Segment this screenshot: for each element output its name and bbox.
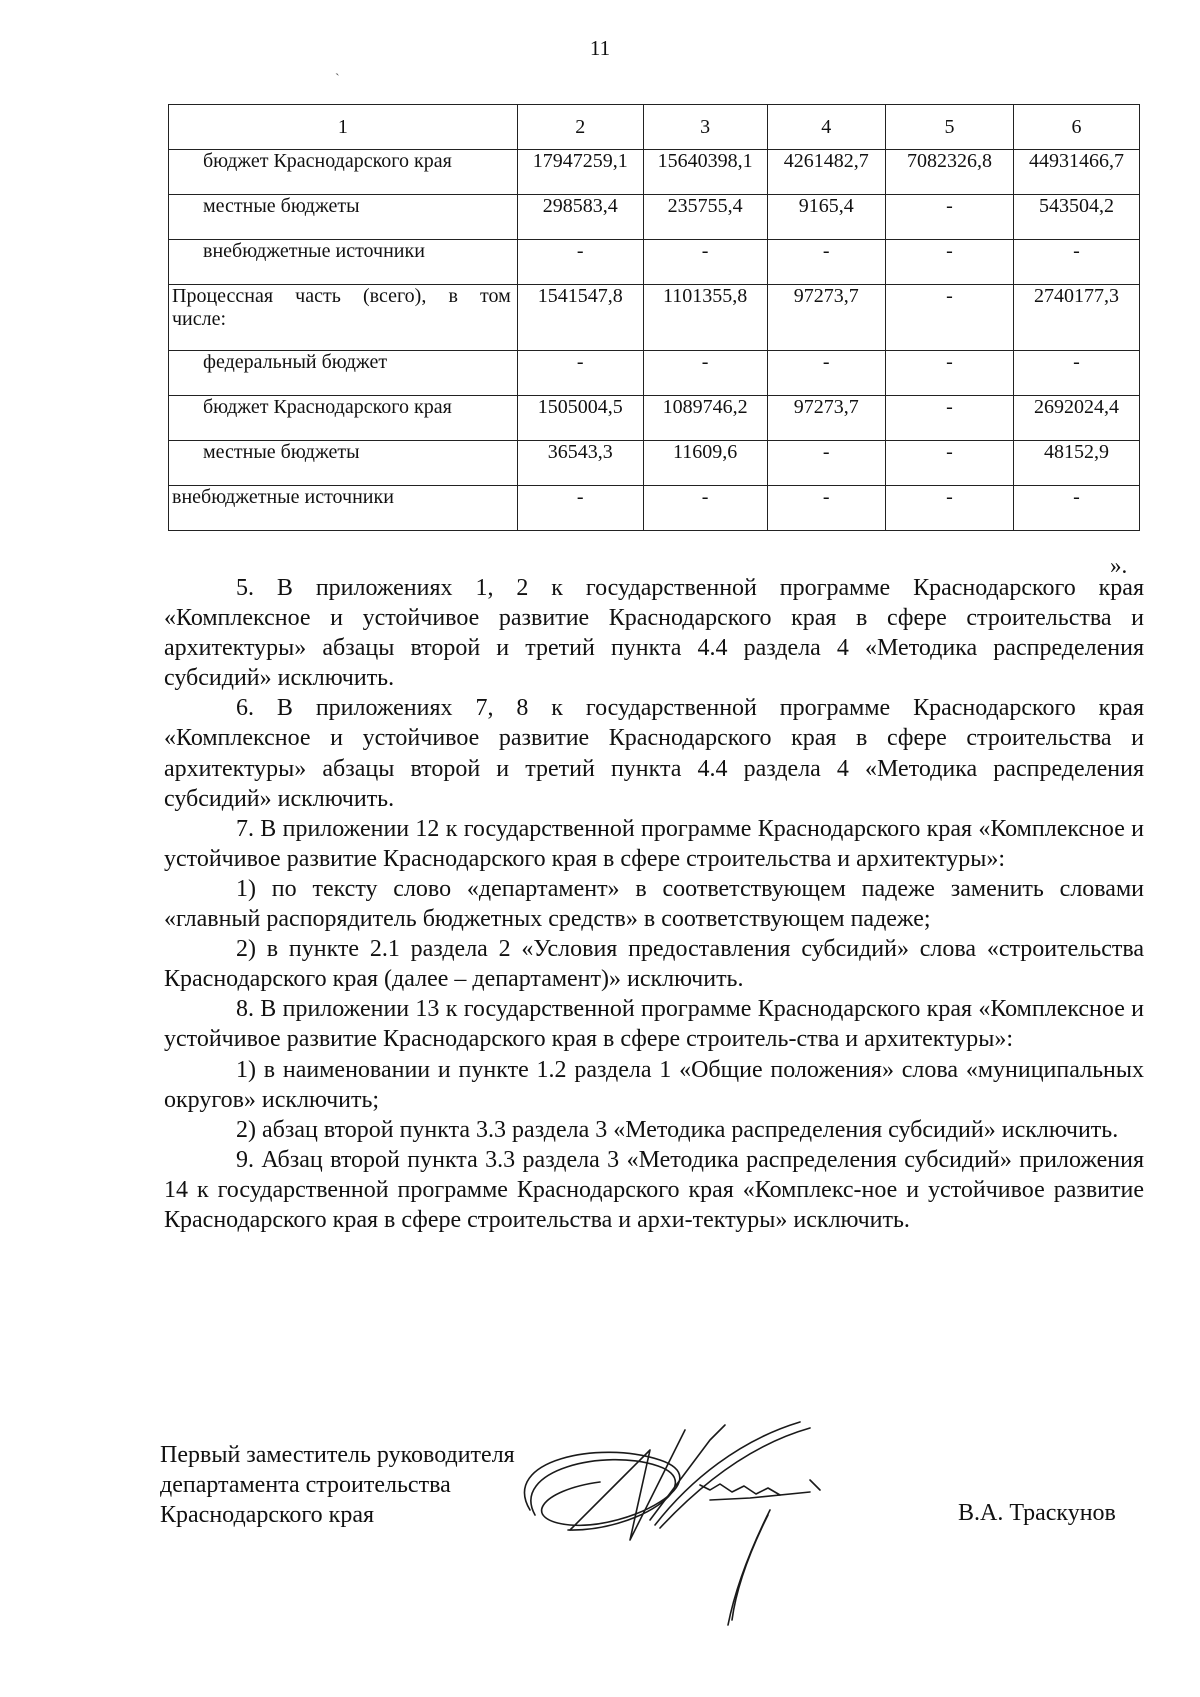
table-header-row — [169, 105, 1140, 150]
table-cell: 11609,6 — [643, 441, 767, 486]
table-row — [169, 396, 1140, 441]
table-cell: 235755,4 — [643, 195, 767, 240]
table-cell: - — [643, 240, 767, 285]
table-cell: 44931466,7 — [1014, 150, 1140, 195]
paragraph-8-item-2: 2) абзац второй пункта 3.3 раздела 3 «Методика распределения субсидий» исключить. — [236, 1116, 1119, 1143]
table-cell: - — [1014, 240, 1140, 285]
table-cell: 7082326,8 — [885, 150, 1013, 195]
table-row — [169, 240, 1140, 285]
row-label-line: числе: — [172, 308, 227, 330]
table-cell: - — [885, 195, 1013, 240]
row-label: внебюджетные источники — [169, 486, 518, 531]
table-row — [169, 441, 1140, 486]
table-cell: 48152,9 — [1014, 441, 1140, 486]
table-cell: 15640398,1 — [643, 150, 767, 195]
row-label: бюджет Краснодарского края — [169, 150, 518, 195]
table-cell: 2740177,3 — [1014, 285, 1140, 351]
closing-quote: ». — [1110, 553, 1128, 578]
signatory-position-line: Краснодарского края — [160, 1502, 375, 1528]
budget-table — [168, 104, 1140, 531]
row-label-line: Процессная часть (всего), в том — [172, 285, 511, 307]
table-header-cell: 6 — [1014, 105, 1140, 150]
row-label: местные бюджеты — [169, 195, 518, 240]
table-row — [169, 150, 1140, 195]
paragraph-9: 9. Абзац второй пункта 3.3 раздела 3 «Методика распределения субсидий» приложения 14 к государственной программе Краснодарского края «Комплекс-ное и устойчивое развитие Краснодарского края в сфере строительства и архи-тектуры» исключить. — [164, 1146, 1144, 1233]
table-cell: - — [767, 240, 885, 285]
table-header-cell: 2 — [517, 105, 643, 150]
table-cell: - — [885, 285, 1013, 351]
table-cell: 9165,4 — [767, 195, 885, 240]
table-row — [169, 195, 1140, 240]
table-cell: - — [885, 396, 1013, 441]
table-cell: 1505004,5 — [517, 396, 643, 441]
table-cell: - — [517, 486, 643, 531]
table-cell: - — [767, 441, 885, 486]
body-text — [164, 573, 1144, 1235]
scan-mark: ` — [335, 72, 340, 87]
table-cell: 1101355,8 — [643, 285, 767, 351]
table-row — [169, 486, 1140, 531]
table-cell: 97273,7 — [767, 285, 885, 351]
table-cell: - — [767, 486, 885, 531]
table-header-cell: 5 — [885, 105, 1013, 150]
table-cell: - — [767, 351, 885, 396]
table-cell: - — [517, 240, 643, 285]
table-cell: 1541547,8 — [517, 285, 643, 351]
paragraph-8-item-1: 1) в наименовании и пункте 1.2 раздела 1 «Общие положения» слова «муниципальных округов» исключить; — [164, 1056, 1144, 1113]
table-cell: 2692024,4 — [1014, 396, 1140, 441]
table-cell: 17947259,1 — [517, 150, 643, 195]
table-cell: - — [1014, 351, 1140, 396]
handwritten-signature — [510, 1420, 890, 1630]
table-cell: - — [517, 351, 643, 396]
table-cell: - — [885, 486, 1013, 531]
paragraph-8: 8. В приложении 13 к государственной программе Краснодарского края «Комплексное и устойчивое развитие Краснодарского края в сфере строитель-ства и архитектуры»: — [164, 996, 1144, 1053]
table-row — [169, 351, 1140, 396]
table-cell: - — [885, 441, 1013, 486]
table-cell: 97273,7 — [767, 396, 885, 441]
row-label: федеральный бюджет — [169, 351, 518, 396]
row-label: бюджет Краснодарского края — [169, 396, 518, 441]
table-row — [169, 285, 1140, 351]
paragraph-7-item-1: 1) по тексту слово «департамент» в соответствующем падеже заменить словами «главный распорядитель бюджетных средств» в соответствующем падеже; — [164, 875, 1144, 933]
row-label — [169, 285, 518, 351]
paragraph-7: 7. В приложении 12 к государственной программе Краснодарского края «Комплексное и устойчивое развитие Краснодарского края в сфере строительства и архитектуры»: — [164, 815, 1144, 872]
table-cell: 4261482,7 — [767, 150, 885, 195]
table-header-cell: 1 — [169, 105, 518, 150]
table-cell: - — [885, 351, 1013, 396]
table-cell: 36543,3 — [517, 441, 643, 486]
table-cell: - — [885, 240, 1013, 285]
table-cell: 543504,2 — [1014, 195, 1140, 240]
paragraph-6: 6. В приложениях 7, 8 к государственной программе Краснодарского края «Комплексное и устойчивое развитие Краснодарского края в сфере строительства и архитектуры» абзацы второй и третий пункта 4.4 раздела 4 «Методика распределения субсидий» исключить. — [164, 695, 1144, 812]
row-label: внебюджетные источники — [169, 240, 518, 285]
signatory-position-line: Первый заместитель руководителя — [160, 1442, 515, 1468]
paragraph-5: 5. В приложениях 1, 2 к государственной программе Краснодарского края «Комплексное и устойчивое развитие Краснодарского края в сфере строительства и архитектуры» абзацы второй и третий пункта 4.4 раздела 4 «Методика распределения субсидий» исключить. — [164, 575, 1144, 692]
row-label: местные бюджеты — [169, 441, 518, 486]
table-cell: - — [643, 351, 767, 396]
table-header-cell: 3 — [643, 105, 767, 150]
signatory-name: В.А. Траскунов — [958, 1500, 1116, 1526]
signatory-position-line: департамента строительства — [160, 1472, 451, 1498]
paragraph-7-item-2: 2) в пункте 2.1 раздела 2 «Условия предоставления субсидий» слова «строительства Краснодарского края (далее – департамент)» исключить. — [164, 936, 1144, 993]
table-header-cell: 4 — [767, 105, 885, 150]
signatory-position — [160, 1440, 515, 1530]
table-cell: - — [1014, 486, 1140, 531]
page-number: 11 — [589, 36, 611, 60]
table-cell: - — [643, 486, 767, 531]
table-cell: 1089746,2 — [643, 396, 767, 441]
table-cell: 298583,4 — [517, 195, 643, 240]
